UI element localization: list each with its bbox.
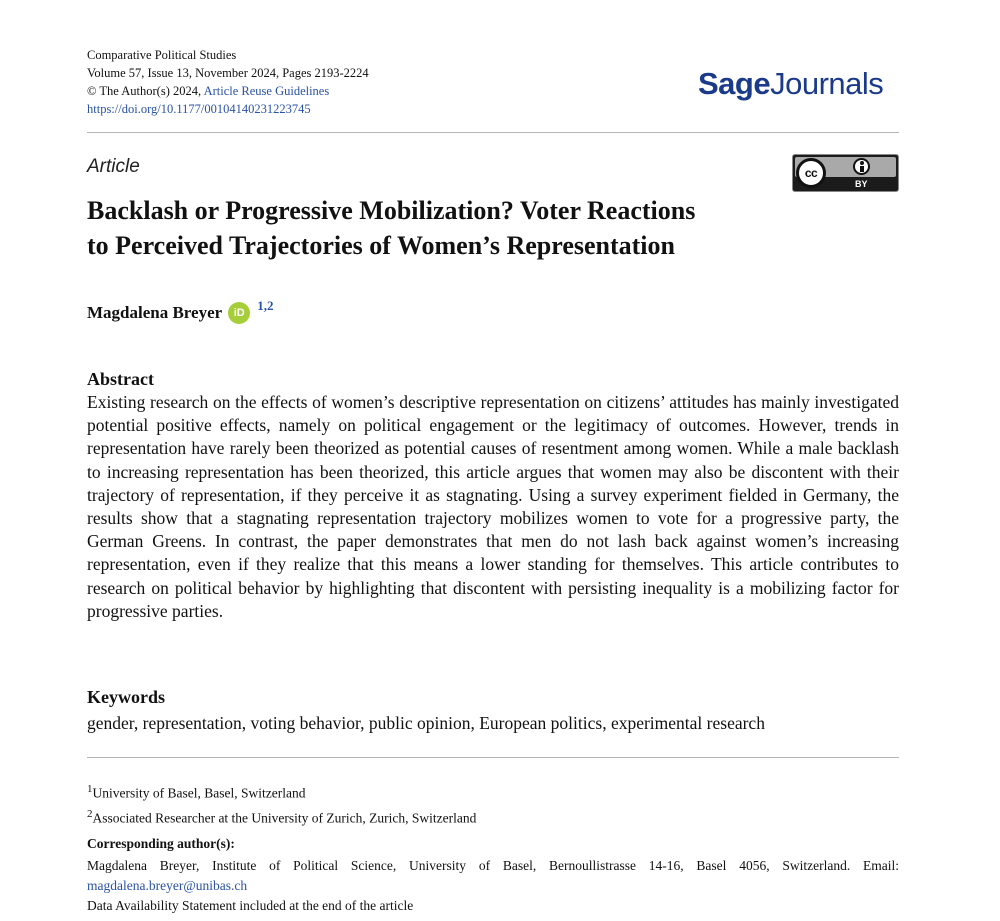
cc-by-license-badge[interactable] (792, 154, 899, 192)
volume-info: Volume 57, Issue 13, November 2024, Pages 2193-2224 (87, 66, 369, 80)
affiliation-item: $^2$Associated Researcher at the University of Zurich, Zurich, Switzerland (87, 807, 477, 825)
corresponding-email-link[interactable]: magdalena.breyer@unibas.ch (87, 878, 248, 893)
creative-commons-icon: cc (796, 158, 826, 188)
reuse-guidelines-link[interactable]: Article Reuse Guidelines (203, 84, 330, 98)
title-line-2: to Perceived Trajectories of Women’s Representation (87, 231, 675, 260)
by-label: BY (855, 179, 868, 189)
journal-name: Comparative Political Studies (87, 48, 237, 62)
doi-link[interactable]: https://doi.org/10.1177/00104140231223745 (87, 102, 311, 116)
header-divider (87, 132, 899, 133)
copyright-text: © The Author(s) 2024, (87, 84, 202, 98)
keywords-heading: Keywords (87, 687, 165, 707)
article-type-label: Article (87, 156, 140, 177)
journal-meta (87, 46, 369, 118)
title-line-1: Backlash or Progressive Mobilization? Voter Reactions (87, 196, 696, 225)
corresponding-address: Magdalena Breyer, Institute of Political Science, University of Basel, Bernoullistrasse 14-16, Basel 4056, Switzerland. Email: (87, 858, 899, 873)
affiliation-item: $^1$University of Basel, Basel, Switzerland (87, 783, 306, 801)
orcid-icon[interactable]: iD (228, 302, 250, 324)
abstract-text: Existing research on the effects of women’s descriptive representation on citizens’ attitudes has mainly investigated potential positive effects, namely on political engagement or the legitimacy of outcomes. However, trends in representation have rarely been theorized as potential causes of resentment among women. While a male backlash to increasing representation has been theorized, this article argues that women may also be discontent with their trajectory of representation, if they perceive it as stagnating. Using a survey experiment fielded in Germany, the results show that a stagnating representation trajectory mobilizes women to vote for a progressive party, the German Greens. In contrast, the paper demonstrates that men do not lash back against women’s increasing representation, even if they realize that this means a lower standing for themselves. This article contributes to research on political behavior by highlighting that discontent with persisting inequality is a mobilizing factor for progressive parties. (87, 392, 899, 621)
attribution-person-icon (853, 158, 870, 175)
corresponding-author-details (87, 856, 899, 896)
author-affiliation-refs[interactable]: 1,2 (257, 298, 274, 313)
affiliations-list (87, 779, 476, 828)
footnote-divider (87, 757, 899, 758)
sage-journals-logo: SageJournals (698, 66, 884, 101)
data-availability-statement: Data Availability Statement included at the end of the article (87, 898, 414, 913)
corresponding-author-heading: Corresponding author(s): (87, 836, 235, 851)
article-title (87, 193, 807, 263)
keywords-list: gender, representation, voting behavior, public opinion, European politics, experimental research (87, 713, 765, 733)
copyright-line (87, 82, 369, 100)
author-name[interactable]: Magdalena Breyer (87, 303, 223, 322)
author-line (87, 298, 274, 324)
abstract-heading: Abstract (87, 369, 154, 389)
